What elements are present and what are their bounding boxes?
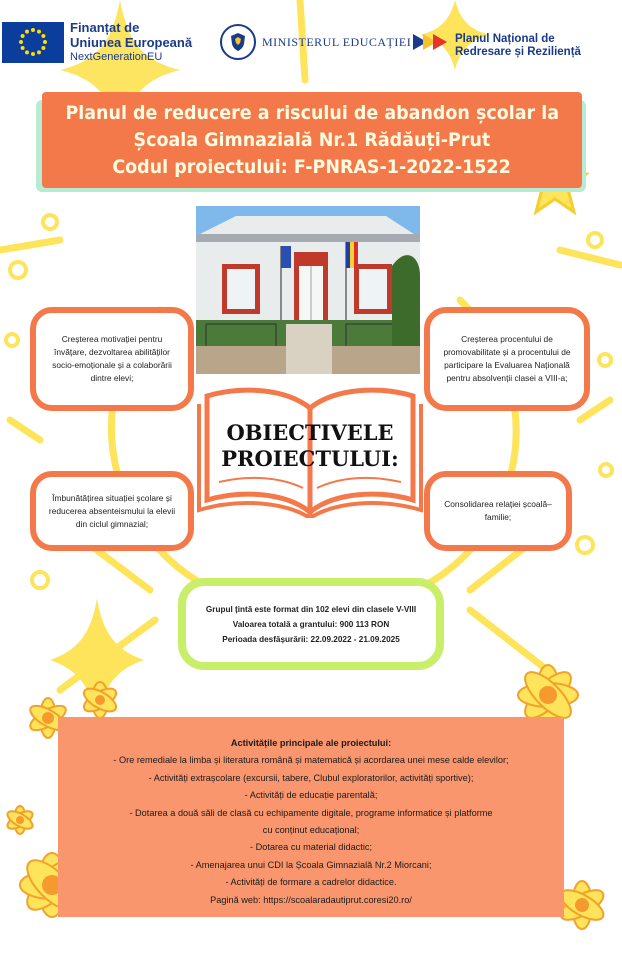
activity-item: - Ore remediale la limba și literatura română și matematică și acordarea unei mese calde elevilor; bbox=[113, 755, 509, 766]
activity-item: - Dotarea a două săli de clasă cu echipamente digitale, programe informatice și platforme bbox=[129, 807, 493, 818]
pnrr-line1: Planul Național de bbox=[455, 33, 555, 45]
objective-promotion-rate: Creșterea procentului de promovabilitate și a procentului de participare la Evaluarea Națională pentru absolvenții clasei a VIII-a; bbox=[424, 307, 590, 411]
ministry-seal-icon bbox=[220, 24, 256, 60]
activity-item: - Activități de formare a cadrelor didactice. bbox=[225, 877, 397, 888]
title-line1: Planul de reducere a riscului de abandon școlar la bbox=[65, 101, 559, 124]
objective-school-situation: Îmbunătățirea situației școlare și reducerea absenteismului la elevii din ciclul gimnazial; bbox=[30, 471, 194, 551]
website-link[interactable]: Pagină web: https://scoalaradautiprut.coresi20.ro/ bbox=[210, 894, 412, 905]
title-line2: Școala Gimnazială Nr.1 Rădăuți-Prut bbox=[133, 128, 491, 151]
activities-title: Activitățile principale ale proiectului: bbox=[230, 738, 392, 748]
school-photo bbox=[196, 206, 420, 374]
objectives-heading-line1: OBIECTIVELE bbox=[226, 420, 394, 445]
project-period: Perioada desfășurării: 22.09.2022 - 21.09.2025 bbox=[222, 634, 400, 644]
eu-line2: Uniunea Europeană bbox=[70, 35, 193, 50]
activity-item: - Activități extrașcolare (excursii, tabere, Clubul exploratorilor, activități sportive); bbox=[148, 772, 474, 783]
ministry-name: MINISTERUL EDUCAȚIEI bbox=[262, 35, 412, 49]
eu-line3: NextGenerationEU bbox=[70, 51, 163, 63]
eu-line1: Finanțat de bbox=[70, 20, 140, 35]
objective-motivation: Creșterea motivației pentru învățare, dezvoltarea abilităților socio-emoționale și a colaborării dintre elevi; bbox=[30, 307, 194, 411]
activity-item: - Activități de educație parentală; bbox=[244, 790, 378, 801]
objectives-heading-line2: PROIECTULUI: bbox=[221, 446, 399, 471]
grant-value: Valoarea totală a grantului: 900 113 RON bbox=[232, 619, 390, 629]
objectives-heading bbox=[195, 420, 425, 472]
header-logos bbox=[0, 0, 622, 78]
pnrr-line2: Redresare și Reziliență bbox=[455, 46, 581, 58]
activity-item: - Amenajarea unui CDI la Școala Gimnazială Nr.2 Miorcani; bbox=[190, 859, 432, 870]
target-group: Grupul țintă este format din 102 elevi din clasele V-VIII bbox=[205, 604, 417, 614]
activity-item: - Dotarea cu material didactic; bbox=[249, 842, 373, 853]
activities-section bbox=[58, 717, 564, 917]
project-info bbox=[178, 578, 444, 670]
title-line3: Codul proiectului: F-PNRAS-1-2022-1522 bbox=[112, 155, 512, 178]
eu-funding-text bbox=[70, 20, 192, 65]
eu-flag-icon bbox=[2, 22, 64, 63]
pnrr-logo-icon bbox=[413, 32, 451, 52]
activity-item: cu conținut educațional; bbox=[262, 825, 360, 836]
project-title bbox=[42, 92, 582, 188]
objective-school-family: Consolidarea relației școală–familie; bbox=[424, 471, 572, 551]
pnrr-text bbox=[455, 33, 581, 59]
